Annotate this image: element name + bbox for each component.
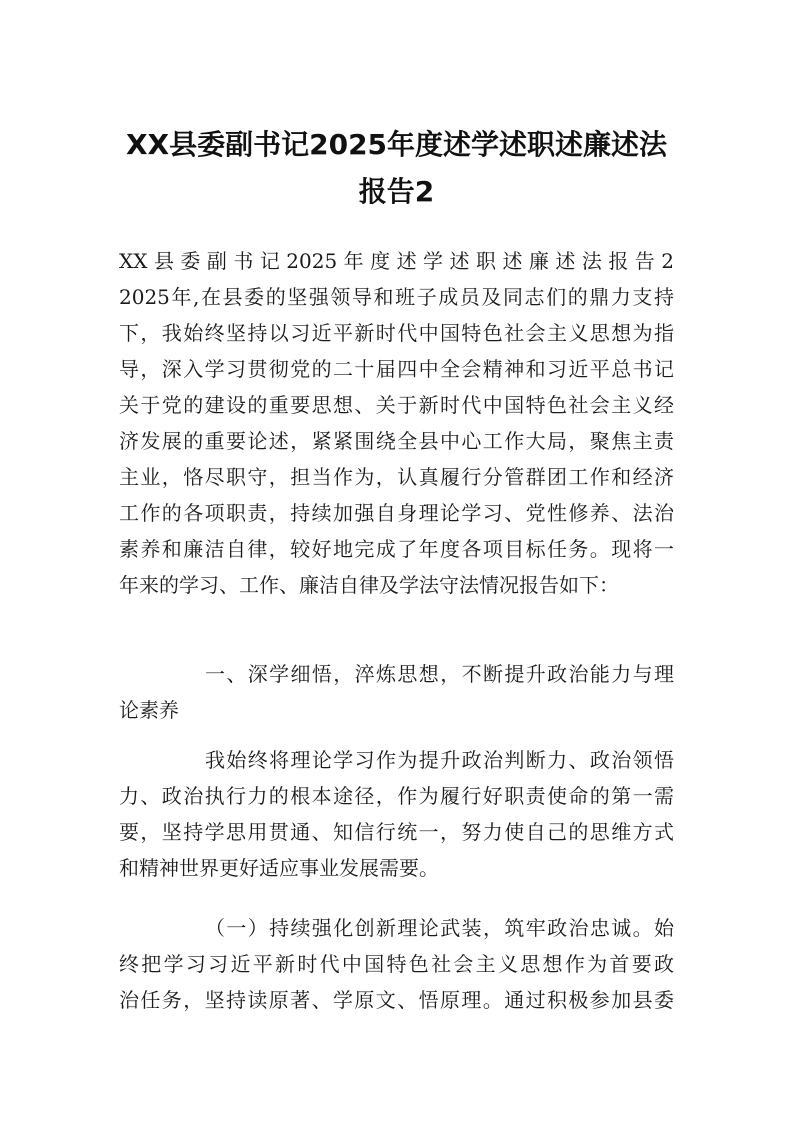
- body-line: 2025年,在县委的坚强领导和班子成员及同志们的鼎力支持: [119, 285, 674, 309]
- body-line: 关于党的建设的重要思想、关于新时代中国特色社会主义经: [119, 393, 674, 417]
- body-line: 导，深入学习贯彻党的二十届四中全会精神和习近平总书记: [119, 357, 674, 381]
- body-line: 素养和廉洁自律，较好地完成了年度各项目标任务。现将一: [119, 537, 674, 561]
- section-heading-line: 一、深学细悟，淬炼思想，不断提升政治能力与理: [205, 662, 674, 686]
- body-line: XX县委副书记2025年度述学述职述廉述法报告2: [119, 249, 674, 273]
- body-line: 和精神世界更好适应事业发展需要。: [119, 856, 439, 880]
- body-line: 主业，恪尽职守，担当作为，认真履行分管群团工作和经济: [119, 465, 674, 489]
- body-line: 治任务，坚持读原著、学原文、悟原理。通过积极参加县委: [119, 988, 674, 1012]
- body-line: 年来的学习、工作、廉洁自律及学法守法情况报告如下：: [119, 573, 619, 597]
- body-line: 要，坚持学思用贯通、知信行统一，努力使自己的思维方式: [119, 820, 674, 844]
- body-line: 力、政治执行力的根本途径，作为履行好职责使命的第一需: [119, 784, 674, 808]
- body-line: 终把学习习近平新时代中国特色社会主义思想作为首要政: [119, 952, 674, 976]
- body-line: （一）持续强化创新理论武装，筑牢政治忠诚。始: [205, 916, 674, 940]
- body-line: 我始终将理论学习作为提升政治判断力、政治领悟: [205, 748, 674, 772]
- document-title-line-2: 报告2: [358, 175, 435, 208]
- document-title-line-1: XX县委副书记2025年度述学述职述廉述法: [125, 128, 668, 161]
- body-line: 工作的各项职责，持续加强自身理论学习、党性修养、法治: [119, 501, 674, 525]
- section-heading-line: 论素养: [119, 698, 179, 722]
- body-line: 济发展的重要论述，紧紧围绕全县中心工作大局，聚焦主责: [119, 429, 674, 453]
- body-line: 下，我始终坚持以习近平新时代中国特色社会主义思想为指: [119, 321, 674, 345]
